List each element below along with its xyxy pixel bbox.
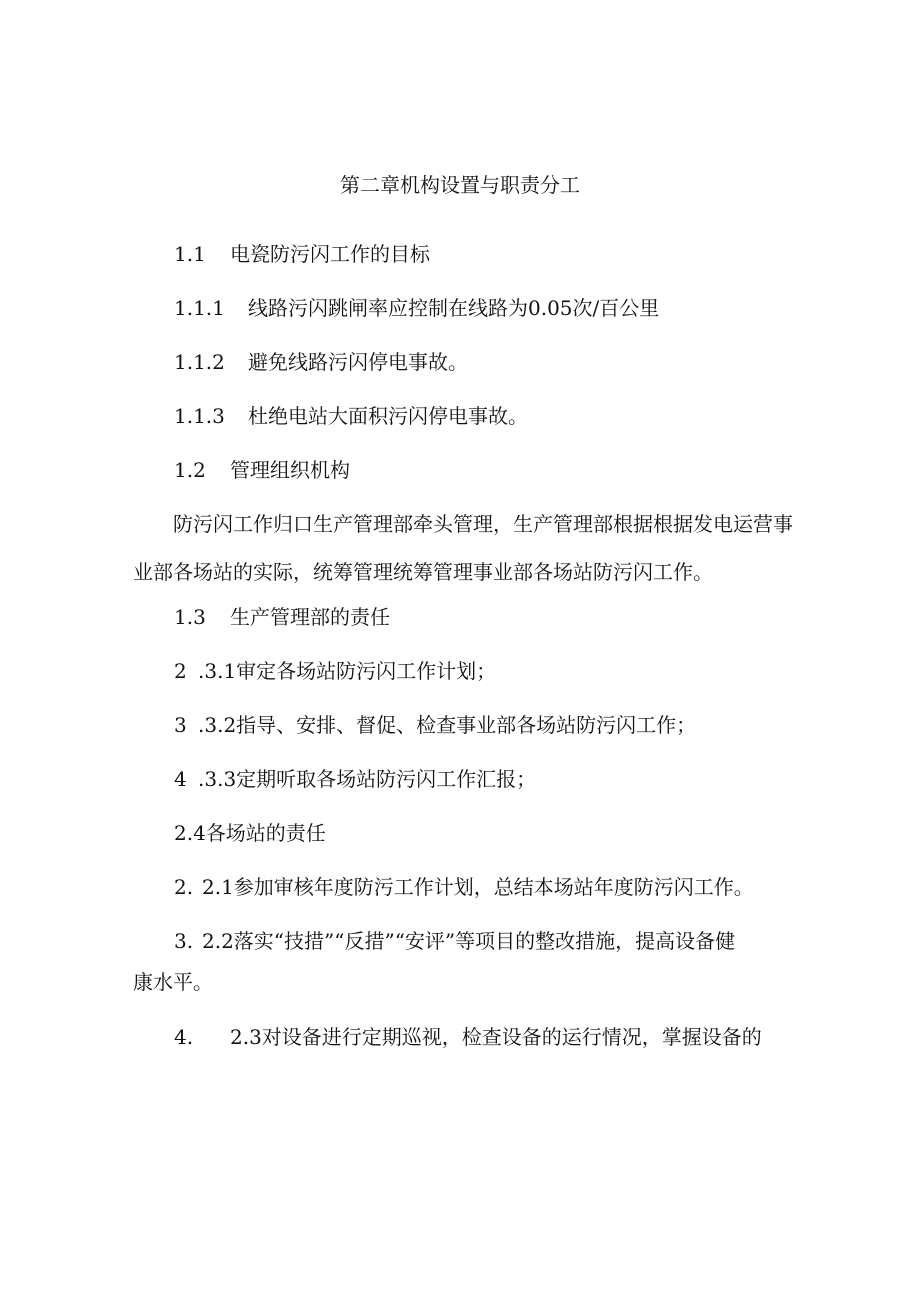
item-2-2-3-text: 2.3对设备进行定期巡视，检查设备的运行情况，掌握设备的	[230, 1025, 762, 1049]
item-1-2-number: 1.2	[174, 458, 206, 482]
item-1-2-text: 管理组织机构	[230, 458, 350, 482]
item-3-number: 3	[174, 713, 187, 737]
item-2-2-2-text: 2.2落实“技措”“反措”“安评”等项目的整改措施，提高设备健	[202, 929, 736, 953]
item-1-1-2-text: 避免线路污闪停电事故。	[248, 350, 468, 374]
item-1-1-2-number: 1.1.2	[174, 350, 225, 374]
body-paragraph: 防污闪工作归口生产管理部牵头管理，生产管理部根据根据发电运营事业部各场站的实际，统筹管理统筹管理事业部各场站防污闪工作。	[133, 512, 793, 584]
chapter-title: 第二章机构设置与职责分工	[340, 173, 580, 197]
item-4-text: .3.3定期听取各场站防污闪工作汇报；	[198, 767, 537, 791]
item-2-2-1-text: 2.1参加审核年度防污工作计划，总结本场站年度防污闪工作。	[202, 875, 754, 899]
item-2-number: 2	[174, 659, 187, 683]
item-2-2-1-number: 2.	[174, 875, 194, 899]
item-1-1-text: 电瓷防污闪工作的目标	[230, 242, 430, 266]
item-number: 1.1	[174, 242, 206, 266]
item-2-2-2-continuation: 康水平。	[133, 970, 213, 994]
item-4-number: 4	[174, 767, 187, 791]
item-1-1-3-number: 1.1.3	[174, 404, 225, 428]
item-1-3-text: 生产管理部的责任	[230, 605, 390, 629]
item-1-3-number: 1.3	[174, 605, 206, 629]
section-2-4-heading: 2.4各场站的责任	[174, 821, 326, 845]
item-1-1-1-number: 1.1.1	[174, 296, 225, 320]
item-1-1-3-text: 杜绝电站大面积污闪停电事故。	[248, 404, 528, 428]
item-2-2-3-number: 4.	[174, 1025, 194, 1049]
item-3-text: .3.2指导、安排、督促、检查事业部各场站防污闪工作；	[198, 713, 697, 737]
item-1-1-1-text: 线路污闪跳闸率应控制在线路为0.05次/百公里	[248, 296, 660, 320]
item-2-2-2-number: 3.	[174, 929, 194, 953]
item-1-1	[174, 242, 206, 266]
item-2-text: .3.1审定各场站防污闪工作计划；	[198, 659, 497, 683]
